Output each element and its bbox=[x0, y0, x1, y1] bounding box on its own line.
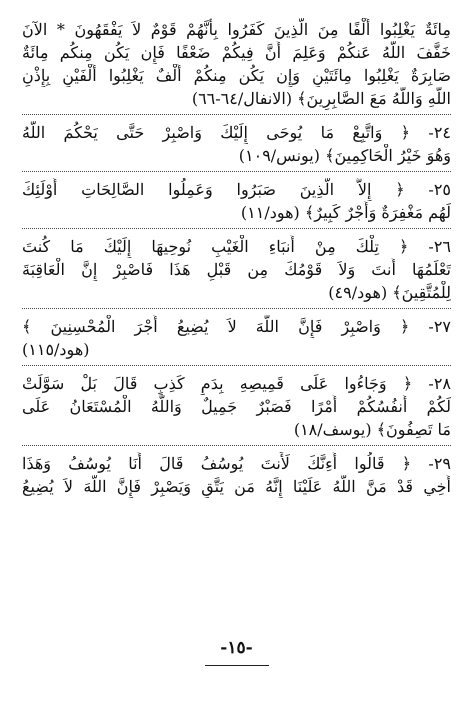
text-line: وَهُوَ خَيْرُ الْحَاكِمِينَ﴾ (يونس/١٠٩) bbox=[238, 146, 451, 165]
dotted-separator bbox=[22, 308, 451, 309]
text-line: ٢٧- ﴿ وَاصْبِرْ فَإِنَّ اللَّهَ لاَ يُضِيعُ أَجْرَ الْمُحْسِنِينَ ﴾ bbox=[22, 317, 451, 336]
text-line: (هود/١١٥) bbox=[22, 340, 90, 359]
page-body bbox=[22, 18, 451, 498]
text-line: تَعْلَمُهَا أَنتَ وَلاَ قَوْمُكَ مِن قَبْلِ هَذَا فَاصْبِرْ إِنَّ الْعَاقِبَةَ bbox=[22, 260, 451, 279]
page-number-underline bbox=[205, 665, 269, 666]
dotted-separator bbox=[22, 445, 451, 446]
text-line: لَكُمْ أَنفُسُكُمْ أَمْرًا فَصَبْرٌ جَمِيلٌ وَاللَّهُ الْمُسْتَعَانُ عَلَى bbox=[22, 397, 451, 416]
text-line: لِلْمُتَّقِينَ﴾ (هود/٤٩) bbox=[328, 283, 451, 302]
dotted-separator bbox=[22, 171, 451, 172]
text-line: ٢٦- ﴿ تِلْكَ مِنْ أَنبَاءِ الْغَيْبِ نُوحِيهَا إِلَيْكَ مَا كُنتَ bbox=[22, 237, 451, 256]
dotted-separator bbox=[22, 228, 451, 229]
text-line: لَهُم مَغْفِرَةٌ وَأَجْرٌ كَبِيرٌ﴾ (هود/١١) bbox=[240, 203, 451, 222]
text-line: صَابِرَةٌ يَغْلِبُوا مِائَتَيْنِ وَإِن يَكُن مِنكُمْ أَلْفٌ يَغْلِبُوا أَلْفَيْنِ بِإِذْنِ bbox=[22, 66, 451, 85]
text-line: ٢٥- ﴿ إِلاَّ الَّذِينَ صَبَرُوا وَعَمِلُوا الصَّالِحَاتِ أُوْلَئِكَ bbox=[22, 180, 451, 199]
text-line: ٢٩- ﴿ قَالُوا أَءِنَّكَ لَأَنتَ يُوسُفُ قَالَ أَنَا يُوسُفُ وَهَذَا bbox=[22, 454, 451, 473]
text-line: ٢٨- ﴿ وَجَاءُوا عَلَى قَمِيصِهِ بِدَمٍ كَذِبٍ قَالَ بَلْ سَوَّلَتْ bbox=[22, 374, 451, 393]
dotted-separator bbox=[22, 365, 451, 366]
text-line: خَفَّفَ اللَّهُ عَنكُمْ وَعَلِمَ أَنَّ فِيكُمْ ضَعْفًا فَإِن يَكُن مِنكُم مِائَةٌ bbox=[22, 43, 451, 62]
text-line: أَخِي قَدْ مَنَّ اللَّهُ عَلَيْنَا إِنَّهُ مَن يَتَّقِ وَيَصْبِرْ فَإِنَّ اللَّهَ لاَ يُضِيعُ bbox=[22, 477, 451, 496]
text-line: مَا تَصِفُونَ﴾ (يوسف/١٨) bbox=[293, 420, 451, 439]
text-line: مِائَةٌ يَغْلِبُوا أَلْفًا مِنَ الَّذِينَ كَفَرُوا بِأَنَّهُمْ قَوْمٌ لاَ يَفْقَهُونَ * الآنَ bbox=[22, 20, 451, 39]
text-line: ٢٤- ﴿ وَاتَّبِعْ مَا يُوحَى إِلَيْكَ وَاصْبِرْ حَتَّى يَحْكُمَ اللَّهُ bbox=[22, 123, 451, 142]
page-number: -١٥- bbox=[220, 638, 253, 658]
text-line: اللَّهِ وَاللَّهُ مَعَ الصَّابِرِينَ﴾ (الانفال/٦٤-٦٦) bbox=[191, 89, 451, 108]
dotted-separator bbox=[22, 114, 451, 115]
